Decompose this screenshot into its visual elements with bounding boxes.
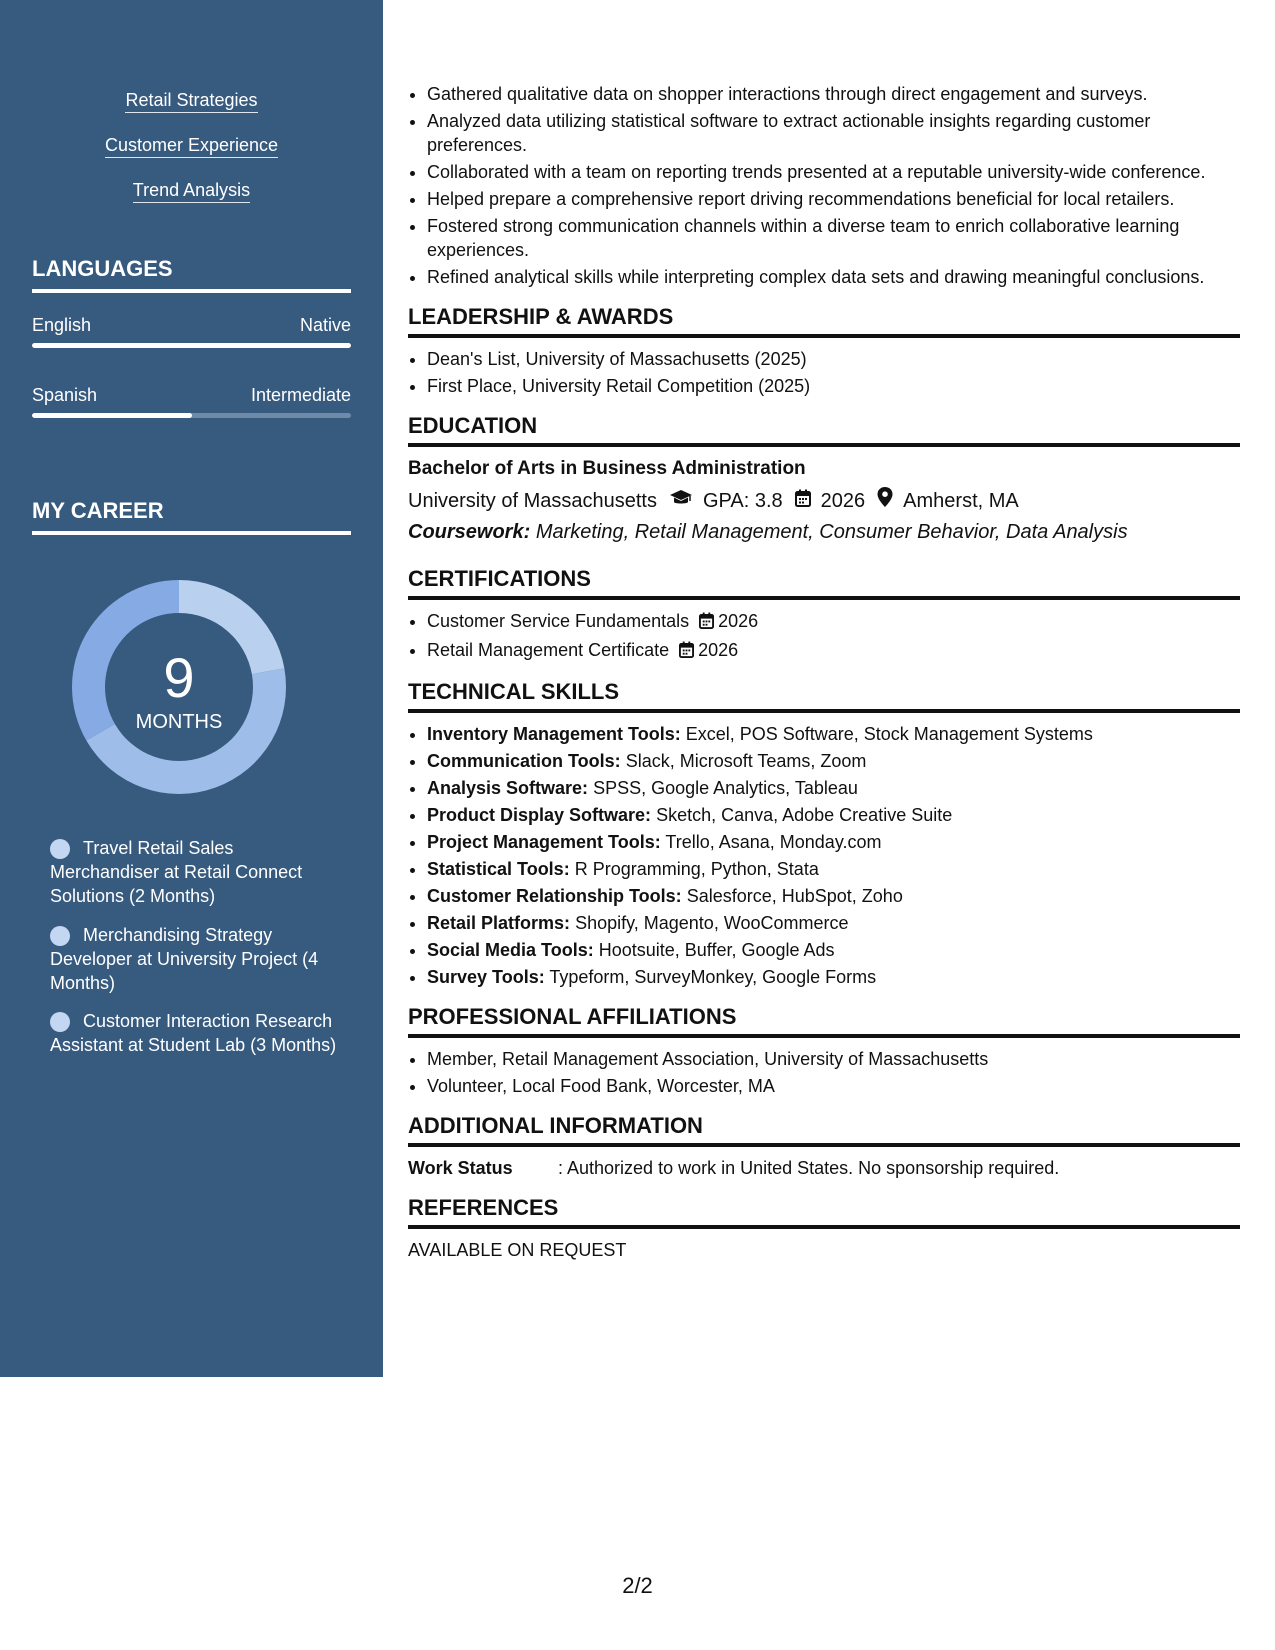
language-level: Intermediate — [250, 385, 351, 405]
skill-values: Typeform, SurveyMonkey, Google Forms — [549, 967, 877, 987]
references-heading: REFERENCES — [408, 1194, 1240, 1229]
graduation-year: 2026 — [820, 489, 866, 512]
education-details — [408, 487, 1240, 514]
skill-category: Inventory Management Tools: — [427, 724, 681, 744]
list-item — [427, 938, 1240, 962]
language-bar-spanish — [32, 413, 351, 418]
technical-skills-heading: TECHNICAL SKILLS — [408, 678, 1240, 713]
additional-info-heading: ADDITIONAL INFORMATION — [408, 1112, 1240, 1147]
career-item-text: Travel Retail Sales Merchandiser at Retail Connect Solutions (2 Months) — [50, 838, 303, 906]
list-item: • Member, Retail Management Association, University of Massachusetts — [427, 1047, 1240, 1071]
language-row-english — [32, 313, 351, 337]
coursework-list: Marketing, Retail Management, Consumer Behavior, Data Analysis — [535, 521, 1128, 543]
leadership-heading: LEADERSHIP & AWARDS — [408, 303, 1240, 338]
skill-category: Survey Tools: — [427, 967, 545, 987]
skill-label: Trend Analysis — [133, 180, 250, 203]
skill-category: Customer Relationship Tools: — [427, 886, 682, 906]
skill-values: Trello, Asana, Monday.com — [665, 832, 882, 852]
calendar-icon — [699, 611, 714, 635]
skill-values: SPSS, Google Analytics, Tableau — [593, 778, 858, 798]
skill-category: Project Management Tools: — [427, 832, 661, 852]
list-item: • Refined analytical skills while interpreting complex data sets and drawing meaningful conclusions. — [427, 265, 1240, 289]
list-item — [427, 857, 1240, 881]
graduation-cap-icon — [669, 488, 693, 514]
main-content — [408, 82, 1240, 1262]
career-heading: MY CAREER — [32, 497, 351, 535]
career-dot-icon — [50, 926, 70, 946]
skill-label: Customer Experience — [105, 135, 278, 158]
skill-category: Product Display Software: — [427, 805, 652, 825]
calendar-icon — [679, 640, 694, 664]
list-item: • Collaborated with a team on reporting trends presented at a reputable university-wide conference. — [427, 160, 1240, 184]
language-bar-fill — [32, 343, 351, 348]
career-dot-icon — [50, 839, 70, 859]
skill-category: Statistical Tools: — [427, 859, 570, 879]
skill-values: Hootsuite, Buffer, Google Ads — [598, 940, 835, 960]
school-location: Amherst, MA — [903, 489, 1019, 512]
career-total-value: 9 — [163, 646, 195, 709]
cert-year: 2026 — [718, 611, 759, 631]
cert-year: 2026 — [698, 640, 739, 660]
school-name: University of Massachusetts — [408, 489, 657, 512]
education-heading: EDUCATION — [408, 412, 1240, 447]
list-item — [427, 776, 1240, 800]
skill-values: Excel, POS Software, Stock Management Systems — [685, 724, 1093, 744]
career-donut-segment — [179, 580, 284, 674]
list-item — [427, 638, 1240, 664]
coursework-label: Coursework: — [408, 521, 531, 543]
skill-link-customer-experience[interactable] — [0, 133, 383, 157]
sidebar — [0, 0, 383, 1377]
career-item — [50, 1009, 340, 1057]
list-item — [427, 911, 1240, 935]
gpa: GPA: 3.8 — [702, 489, 783, 512]
technical-skills-section — [408, 678, 1240, 989]
list-item: • Volunteer, Local Food Bank, Worcester, MA — [427, 1074, 1240, 1098]
list-item — [427, 722, 1240, 746]
experience-bullets — [408, 82, 1240, 289]
list-item — [427, 803, 1240, 827]
list-item: • First Place, University Retail Competition (2025) — [427, 374, 1240, 398]
skill-values: Slack, Microsoft Teams, Zoom — [625, 751, 867, 771]
cert-name: Customer Service Fundamentals — [427, 611, 690, 631]
list-item — [427, 830, 1240, 854]
list-item — [427, 749, 1240, 773]
career-dot-icon — [50, 1012, 70, 1032]
career-item — [50, 923, 340, 995]
skill-values: R Programming, Python, Stata — [574, 859, 819, 879]
calendar-icon — [795, 488, 811, 514]
certifications-section — [408, 565, 1240, 664]
references-section — [408, 1194, 1240, 1262]
additional-info-section — [408, 1112, 1240, 1180]
list-item: • Dean's List, University of Massachusetts (2025) — [427, 347, 1240, 371]
skill-link-trend-analysis[interactable] — [0, 178, 383, 202]
career-item-text: Customer Interaction Research Assistant at Student Lab (3 Months) — [50, 1011, 337, 1055]
education-section — [408, 412, 1240, 545]
language-level: Native — [299, 315, 351, 335]
work-status-value: : Authorized to work in United States. No sponsorship required. — [558, 1158, 1060, 1178]
degree-title: Bachelor of Arts in Business Administration — [408, 458, 806, 479]
list-item — [427, 609, 1240, 635]
language-bar-fill — [32, 413, 192, 418]
language-name: English — [32, 315, 92, 335]
list-item: • Analyzed data utilizing statistical software to extract actionable insights regarding customer preferences. — [427, 109, 1240, 157]
skill-link-retail-strategies[interactable] — [0, 88, 383, 112]
languages-heading: LANGUAGES — [32, 255, 351, 293]
skill-category: Retail Platforms: — [427, 913, 571, 933]
skill-category: Analysis Software: — [427, 778, 589, 798]
skill-values: Shopify, Magento, WooCommerce — [575, 913, 849, 933]
list-item: • Helped prepare a comprehensive report driving recommendations beneficial for local retailers. — [427, 187, 1240, 211]
coursework — [408, 519, 1240, 545]
references-text: AVAILABLE ON REQUEST — [408, 1240, 627, 1260]
skill-category: Communication Tools: — [427, 751, 621, 771]
language-bar-english — [32, 343, 351, 348]
page-number: 2/2 — [622, 1573, 653, 1598]
career-total-unit: MONTHS — [135, 711, 223, 733]
leadership-section — [408, 303, 1240, 398]
work-status-label: Work Status — [408, 1158, 513, 1178]
affiliations-section — [408, 1003, 1240, 1098]
career-donut-chart — [62, 570, 296, 804]
list-item: • Fostered strong communication channels within a diverse team to enrich collaborative learning experiences. — [427, 214, 1240, 262]
certifications-heading: CERTIFICATIONS — [408, 565, 1240, 600]
career-item-text: Merchandising Strategy Developer at University Project (4 Months) — [50, 925, 319, 993]
affiliations-heading: PROFESSIONAL AFFILIATIONS — [408, 1003, 1240, 1038]
career-item — [50, 836, 340, 908]
list-item — [427, 965, 1240, 989]
list-item — [427, 884, 1240, 908]
skill-values: Salesforce, HubSpot, Zoho — [686, 886, 903, 906]
skill-label: Retail Strategies — [125, 90, 257, 113]
language-row-spanish — [32, 383, 351, 407]
list-item: • Gathered qualitative data on shopper interactions through direct engagement and surveys. — [427, 82, 1240, 106]
skill-category: Social Media Tools: — [427, 940, 594, 960]
cert-name: Retail Management Certificate — [427, 640, 670, 660]
language-name: Spanish — [32, 385, 98, 405]
work-status-row — [408, 1156, 1240, 1180]
skill-values: Sketch, Canva, Adobe Creative Suite — [656, 805, 953, 825]
location-pin-icon — [877, 487, 893, 514]
